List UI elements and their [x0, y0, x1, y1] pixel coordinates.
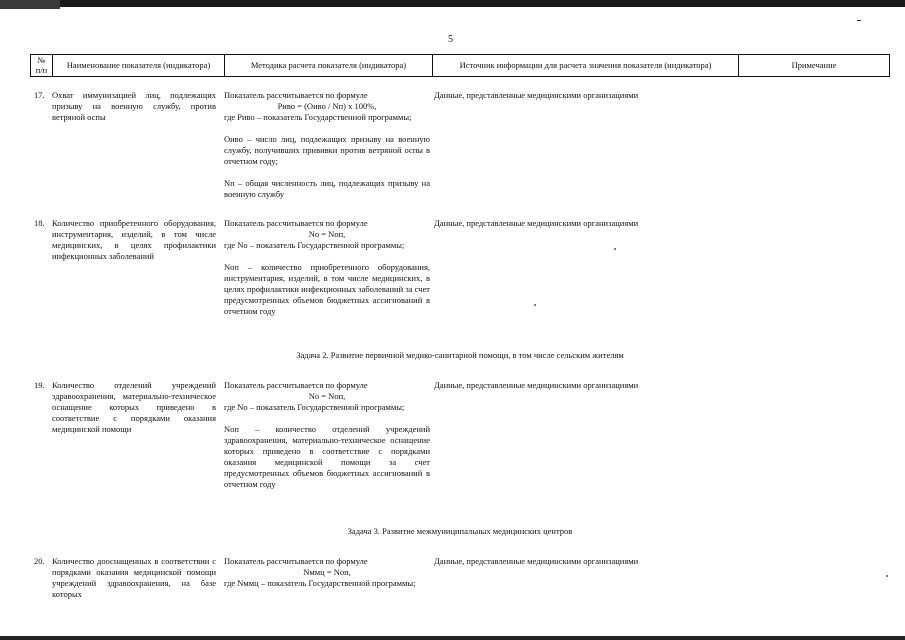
header-source: Источник информации для расчета значения показателя (индикатора)	[432, 55, 738, 76]
header-name: Наименование показателя (индикатора)	[52, 55, 224, 76]
page-number: 5	[448, 34, 453, 45]
row-18-method-line-1: где Nо – показатель Государственной программы;	[224, 240, 405, 250]
scan-speck	[857, 20, 861, 21]
scan-artifact	[0, 0, 60, 9]
row-19-name: Количество отделений учреждений здравоохранения, материально-техническое оснащение которых приведено в соответствие с порядками оказания медицинской помощи	[52, 380, 216, 434]
row-19-formula: Nо = Nоп,	[308, 391, 346, 401]
row-17-method-line-2: Oиво – число лиц, подлежащих призыву на военную службу, получивших прививки против ветряной оспы в отчетном году;	[224, 134, 430, 166]
row-19-source: Данные, представленные медицинскими организациями	[434, 380, 639, 390]
scan-speck	[614, 248, 616, 250]
row-18-method-intro: Показатель рассчитывается по формуле	[224, 218, 368, 228]
scan-bottom-border	[0, 636, 905, 640]
task-3-heading: Задача 3. Развитие межмуниципальных медицинских центров	[347, 526, 573, 536]
row-17-method-intro: Показатель рассчитывается по формуле	[224, 90, 368, 100]
row-18-num: 18.	[34, 218, 45, 228]
row-17-name: Охват иммунизацией лиц, подлежащих призыву на военную службу, против ветряной оспы	[52, 90, 216, 122]
row-17-formula: Pиво = (Oиво / Nп) x 100%,	[277, 101, 377, 111]
row-17-method-line-3: Nп – общая численность лиц, подлежащих призыву на военную службу	[224, 178, 430, 199]
row-20-name: Количество дооснащенных в соответствии с порядками оказания медицинской помощи учреждений здравоохранения, на базе которых	[52, 556, 216, 599]
row-19-method-line-2: Nоп – количество отделений учреждений здравоохранения, материально-техническое оснащение которых приведено в соответствие с порядками оказания медицинской помощи за счет предусмотренных объемов бюджетных ассигнований в отчетном году	[224, 424, 430, 489]
row-20-formula: Nммц = Nоп,	[303, 567, 351, 577]
row-20-method-intro: Показатель рассчитывается по формуле	[224, 556, 368, 566]
row-18-source: Данные, представленные медицинскими организациями	[434, 218, 639, 228]
row-20-num: 20.	[34, 556, 45, 566]
row-18-method-line-2: Nоп – количество приобретенного оборудования, инструментария, изделий, в том числе медицинских, в целях профилактики инфекционных заболеваний за счет предусмотренных объемов бюджетных ассигнований в отчетном году	[224, 262, 430, 316]
scan-speck	[886, 575, 888, 577]
row-19-num: 19.	[34, 380, 45, 390]
scan-top-border	[0, 0, 905, 7]
row-19-method-intro: Показатель рассчитывается по формуле	[224, 380, 368, 390]
table-header	[30, 54, 890, 77]
task-2-heading: Задача 2. Развитие первичной медико-санитарной помощи, в том числе сельским жителям	[296, 350, 624, 360]
row-18-name: Количество приобретенного оборудования, инструментария, изделий, в том числе медицинских, в целях профилактики инфекционных заболеваний	[52, 218, 216, 261]
row-17-source: Данные, представленные медицинскими организациями	[434, 90, 639, 100]
header-note: Примечание	[738, 55, 890, 76]
header-num: № п/п	[30, 55, 52, 76]
row-20-source: Данные, представленные медицинскими организациями	[434, 556, 639, 566]
header-method: Методика расчета показателя (индикатора)	[224, 55, 432, 76]
row-19-method-line-1: где Nо – показатель Государственной программы;	[224, 402, 405, 412]
row-20-method-line-1: где Nммц – показатель Государственной программы;	[224, 578, 416, 588]
row-18-formula: Nо = Nоп,	[308, 229, 346, 239]
row-17-method-line-1: где Pиво – показатель Государственной программы;	[224, 112, 412, 122]
scan-speck	[534, 304, 536, 306]
row-17-num: 17.	[34, 90, 45, 100]
